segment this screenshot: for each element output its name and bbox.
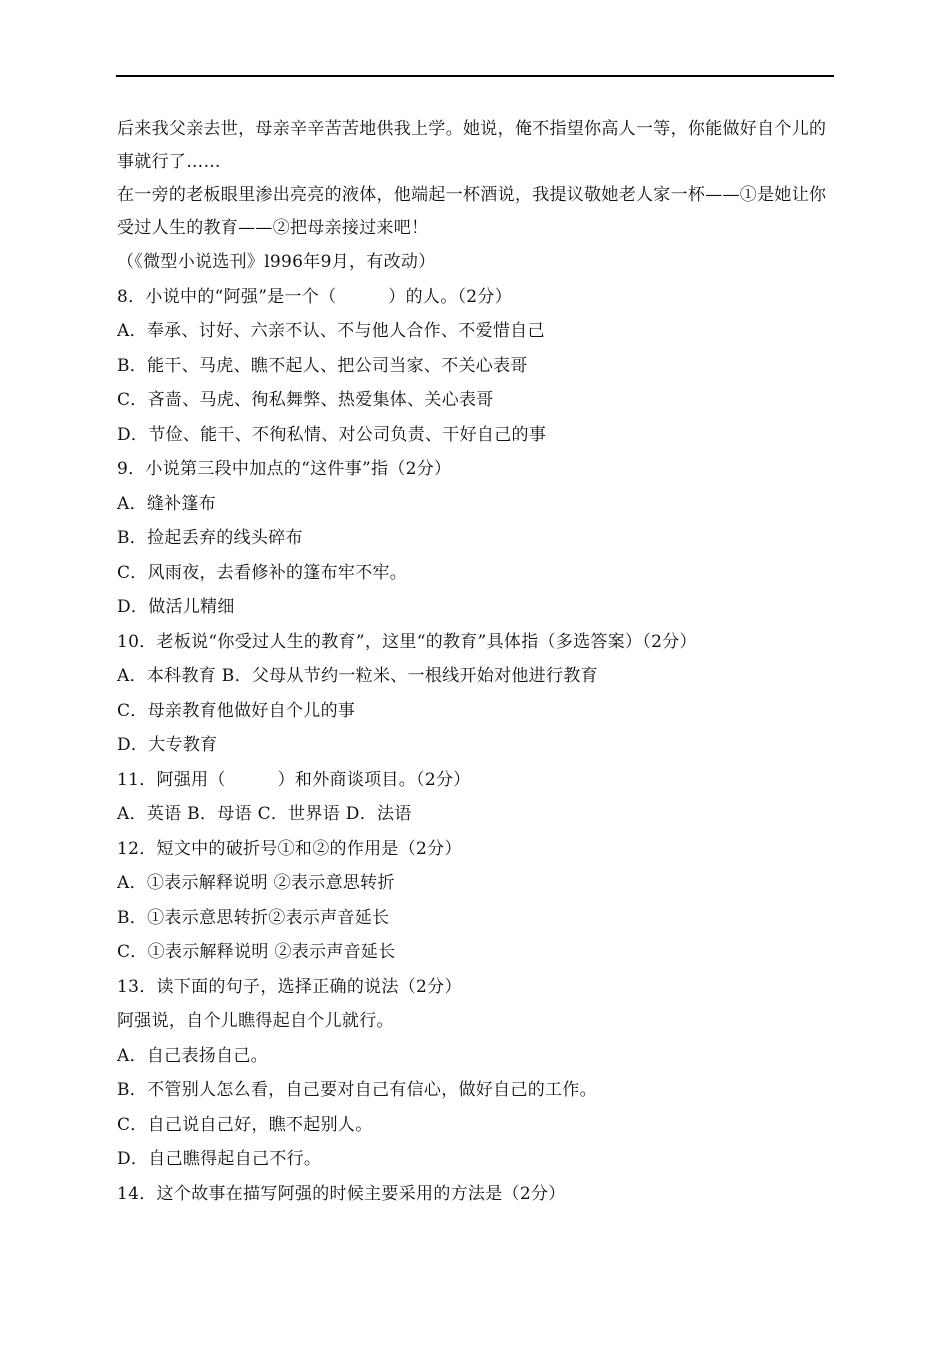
- question-12: 12．短文中的破折号①和②的作用是（2分）: [117, 838, 462, 859]
- question-8-option-d: D．节俭、能干、不徇私情、对公司负责、干好自己的事: [117, 424, 547, 445]
- question-8: 8．小说中的“阿强”是一个（ ）的人。（2分）: [117, 286, 513, 307]
- question-9-option-d: D．做活儿精细: [117, 597, 235, 617]
- question-11-options: A．英语 B．母语 C．世界语 D．法语: [117, 804, 412, 824]
- question-9-option-c: C．风雨夜，去看修补的篷布牢不牢。: [117, 562, 408, 583]
- question-8-option-a: A．奉承、讨好、六亲不认、不与他人合作、不爱惜自己: [117, 321, 545, 341]
- question-9-option-a: A．缝补篷布: [117, 493, 217, 514]
- question-8-option-b: B．能干、马虎、瞧不起人、把公司当家、不关心表哥: [117, 355, 528, 376]
- question-13-option-d: D．自己瞧得起自己不行。: [117, 1149, 322, 1169]
- question-13-option-b: B．不管别人怎么看，自己要对自己有信心，做好自己的工作。: [117, 1080, 597, 1100]
- question-10-options-ab: A．本科教育 B．父母从节约一粒米、一根线开始对他进行教育: [117, 666, 598, 686]
- question-9: 9．小说第三段中加点的“这件事”指（2分）: [117, 459, 452, 479]
- question-13-option-c: C．自己说自己好，瞧不起别人。: [117, 1114, 373, 1135]
- question-11: 11．阿强用（ ）和外商谈项目。（2分）: [117, 769, 471, 790]
- header-rule: [116, 75, 834, 77]
- question-9-option-b: B．捡起丢弃的线头碎布: [117, 528, 303, 548]
- question-10-option-c: C．母亲教育他做好自个儿的事: [117, 700, 356, 721]
- question-13-option-a: A．自己表扬自己。: [117, 1045, 268, 1066]
- question-12-option-b: B．①表示意思转折②表示声音延长: [117, 907, 390, 928]
- question-14: 14．这个故事在描写阿强的时候主要采用的方法是（2分）: [117, 1183, 566, 1204]
- passage-source: （《微型小说选刊》l996年9月，有改动）: [117, 252, 436, 272]
- question-12-option-a: A．①表示解释说明 ②表示意思转折: [117, 873, 395, 893]
- question-13: 13．读下面的句子，选择正确的说法（2分）: [117, 976, 462, 997]
- passage-paragraph-2: 在一旁的老板眼里渗出亮亮的液体，他端起一杯酒说，我提议敬她老人家一杯——①是她让你受过人生的教育——②把母亲接过来吧！: [117, 185, 827, 238]
- document-body: [117, 113, 833, 1211]
- question-12-option-c: C．①表示解释说明 ②表示声音延长: [117, 942, 396, 962]
- question-8-option-c: C．吝啬、马虎、徇私舞弊、热爱集体、关心表哥: [117, 390, 494, 410]
- question-13-sentence: 阿强说，自个儿瞧得起自个儿就行。: [117, 1011, 394, 1031]
- passage-paragraph-1: 后来我父亲去世，母亲辛辛苦苦地供我上学。她说，俺不指望你高人一等，你能做好自个儿的事就行了……: [117, 119, 827, 172]
- question-10-option-d: D．大专教育: [117, 735, 218, 755]
- question-10: 10．老板说“你受过人生的教育”，这里“的教育”具体指（多选答案）（2分）: [117, 631, 697, 652]
